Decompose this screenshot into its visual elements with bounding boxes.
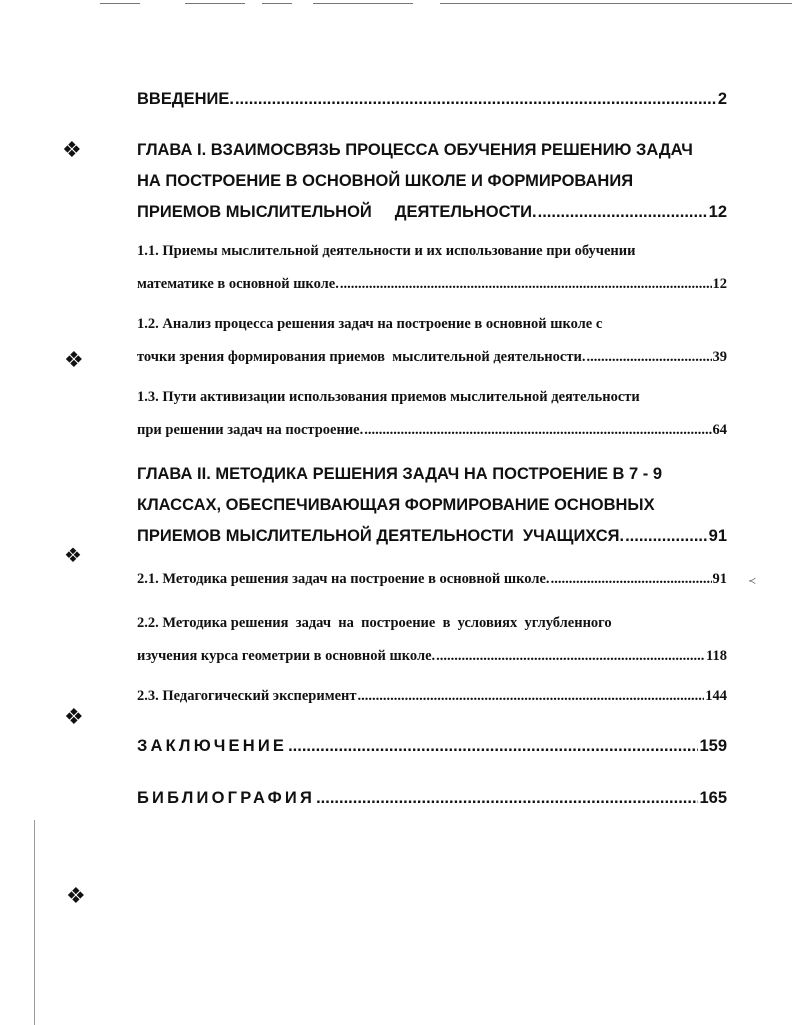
toc-leader-dots: [364, 414, 711, 447]
toc-entry-chapter-2: [137, 459, 727, 552]
toc-entry-section-2-1: [137, 563, 727, 596]
toc-title: БИБЛИОГРАФИЯ: [137, 789, 316, 807]
toc-title: ЗАКЛЮЧЕНИЕ: [137, 737, 288, 755]
toc-page-number: 118: [706, 648, 727, 664]
toc-leader-dots: [235, 84, 717, 115]
toc-entry-intro: [137, 84, 727, 115]
scan-speck: ≺: [748, 576, 757, 587]
toc-entry-section-2-2: [137, 607, 727, 673]
toc-title-line: ГЛАВА II. МЕТОДИКА РЕШЕНИЯ ЗАДАЧ НА ПОСТРОЕНИЕ В 7 - 9: [137, 465, 663, 483]
toc-page-number: 144: [705, 688, 727, 704]
toc-title-line: КЛАССАХ, ОБЕСПЕЧИВАЮЩАЯ ФОРМИРОВАНИЕ ОСНОВНЫХ: [137, 496, 655, 514]
toc-page-number: 64: [712, 422, 727, 438]
toc-leader-dots: [358, 680, 705, 713]
toc-title-line: при решении задач на построение.: [137, 422, 364, 438]
toc-entry-section-2-3: [137, 680, 727, 713]
toc-leader-dots: [340, 268, 712, 301]
toc-page-number: 91: [708, 527, 727, 545]
toc-title-line: ГЛАВА I. ВЗАИМОСВЯЗЬ ПРОЦЕССА ОБУЧЕНИЯ РЕШЕНИЮ ЗАДАЧ: [137, 141, 693, 159]
punch-hole-mark: ❖: [64, 705, 84, 730]
toc-title-line: 1.2. Анализ процесса решения задач на построение в основной школе с: [137, 316, 603, 332]
toc-leader-dots: [538, 197, 708, 228]
toc-page-number: 91: [712, 571, 727, 587]
scan-artifact-line: [440, 3, 792, 4]
toc-title-line: 1.3. Пути активизации использования приемов мыслительной деятельности: [137, 389, 640, 405]
toc-leader-dots: [436, 640, 705, 673]
toc-leader-dots: [625, 521, 708, 552]
toc-title-line: НА ПОСТРОЕНИЕ В ОСНОВНОЙ ШКОЛЕ И ФОРМИРОВАНИЯ: [137, 172, 634, 190]
toc-entry-conclusion: [137, 731, 727, 762]
scan-artifact-line: [185, 3, 245, 4]
scan-artifact-margin-line: [34, 820, 35, 1025]
toc-leader-dots: [288, 731, 698, 762]
toc-page-number: 2: [717, 90, 727, 108]
toc-entry-chapter-1: [137, 135, 727, 228]
toc-title-line: 2.2. Методика решения задач на построение в условиях углубленного: [137, 615, 612, 631]
toc-title-line: математике в основной школе.: [137, 276, 339, 292]
toc-title-line: ПРИЕМОВ МЫСЛИТЕЛЬНОЙ ДЕЯТЕЛЬНОСТИ УЧАЩИХСЯ.: [137, 527, 625, 545]
toc-leader-dots: [316, 783, 698, 814]
toc-leader-dots: [586, 341, 711, 374]
toc-entry-section-1-3: [137, 381, 727, 447]
punch-hole-mark: ❖: [64, 543, 82, 567]
toc-leader-dots: [551, 563, 712, 596]
toc-entry-bibliography: [137, 783, 727, 814]
toc-page-number: 159: [699, 737, 727, 755]
punch-hole-mark: ❖: [64, 348, 84, 373]
scan-artifact-line: [262, 3, 292, 4]
toc-title-line: 2.1. Методика решения задач на построение в основной школе.: [137, 571, 550, 587]
toc-title-line: точки зрения формирования приемов мыслительной деятельности.: [137, 349, 586, 365]
scan-artifact-line: [313, 3, 413, 4]
toc-title: ВВЕДЕНИЕ.: [137, 90, 234, 108]
toc-page-number: 165: [699, 789, 727, 807]
toc-title-line: изучения курса геометрии в основной школе.: [137, 648, 436, 664]
punch-hole-mark: ❖: [62, 138, 82, 163]
toc-entry-section-1-2: [137, 308, 727, 374]
toc-title-line: 2.3. Педагогический эксперимент: [137, 688, 357, 704]
toc-page-number: 12: [712, 276, 727, 292]
scan-artifact-line: [100, 3, 140, 4]
toc-title-line: 1.1. Приемы мыслительной деятельности и их использование при обучении: [137, 243, 636, 259]
punch-hole-mark: ❖: [66, 884, 86, 909]
toc-page-number: 39: [712, 349, 727, 365]
toc-title-line: ПРИЕМОВ МЫСЛИТЕЛЬНОЙ ДЕЯТЕЛЬНОСТИ.: [137, 203, 537, 221]
toc-page-number: 12: [708, 203, 727, 221]
toc-entry-section-1-1: [137, 235, 727, 301]
